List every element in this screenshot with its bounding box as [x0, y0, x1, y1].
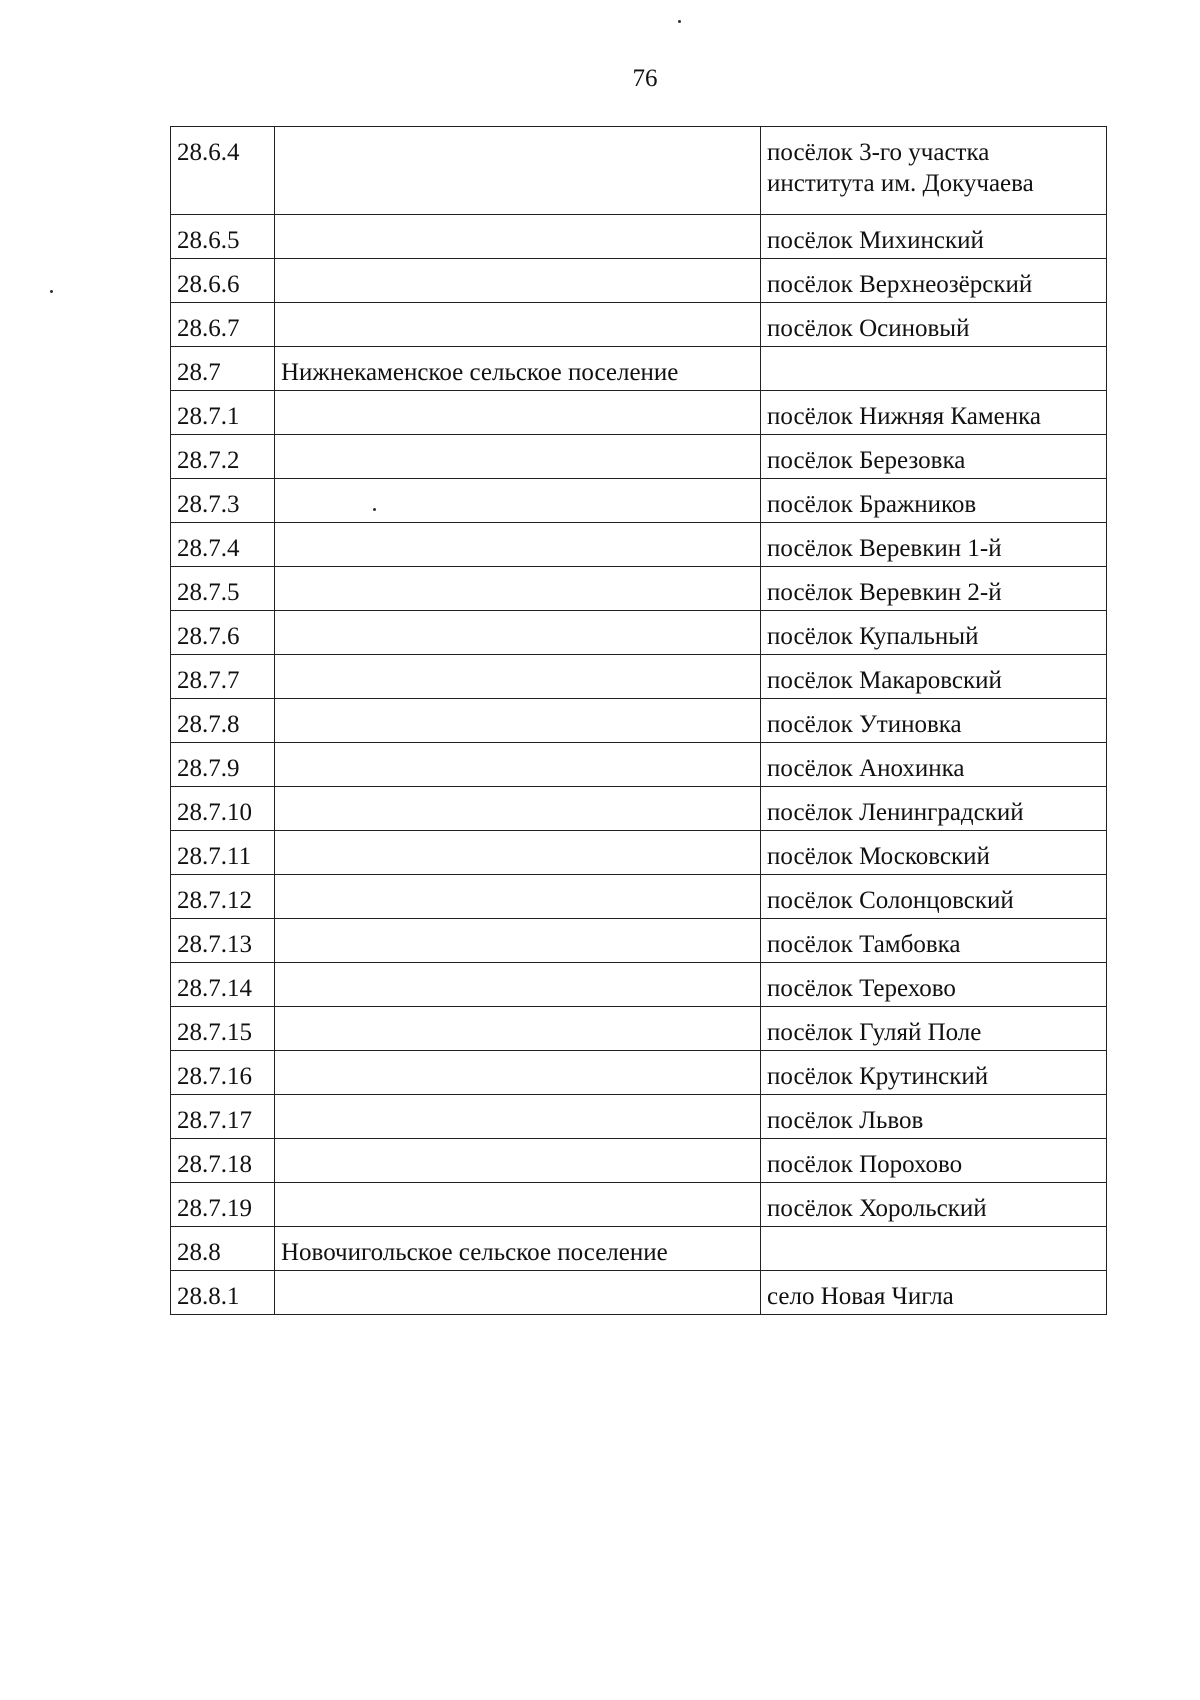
locality-cell: посёлок Березовка — [761, 435, 1107, 479]
table-row — [171, 743, 1107, 787]
row-number-cell: 28.7.9 — [171, 743, 275, 787]
locality-cell: посёлок Нижняя Каменка — [761, 391, 1107, 435]
locality-cell: посёлок Ленинградский — [761, 787, 1107, 831]
settlement-cell — [275, 1051, 761, 1095]
row-number-cell: 28.8.1 — [171, 1271, 275, 1315]
scan-speck — [678, 20, 681, 23]
locality-cell: посёлок Гуляй Поле — [761, 1007, 1107, 1051]
row-number-cell: 28.7.13 — [171, 919, 275, 963]
table-body — [171, 127, 1107, 1315]
settlement-cell: Новочигольское сельское поселение — [275, 1227, 761, 1271]
settlement-cell — [275, 963, 761, 1007]
locality-cell: посёлок Осиновый — [761, 303, 1107, 347]
locality-cell: посёлок Хорольский — [761, 1183, 1107, 1227]
row-number-cell: 28.7.4 — [171, 523, 275, 567]
settlement-cell — [275, 699, 761, 743]
settlement-cell — [275, 1095, 761, 1139]
locality-cell — [761, 347, 1107, 391]
settlement-cell — [275, 523, 761, 567]
settlement-cell — [275, 743, 761, 787]
settlement-cell — [275, 831, 761, 875]
table-row — [171, 963, 1107, 1007]
settlement-cell — [275, 1183, 761, 1227]
settlement-cell — [275, 567, 761, 611]
settlement-cell — [275, 435, 761, 479]
settlement-cell: Нижнекаменское сельское поселение — [275, 347, 761, 391]
locality-cell: посёлок Порохово — [761, 1139, 1107, 1183]
row-number-cell: 28.8 — [171, 1227, 275, 1271]
row-number-cell: 28.7.17 — [171, 1095, 275, 1139]
row-number-cell: 28.6.7 — [171, 303, 275, 347]
locality-cell: посёлок Тамбовка — [761, 919, 1107, 963]
locality-cell: посёлок Солонцовский — [761, 875, 1107, 919]
settlement-cell — [275, 127, 761, 215]
table-row — [171, 523, 1107, 567]
row-number-cell: 28.7.15 — [171, 1007, 275, 1051]
table-row — [171, 919, 1107, 963]
table-row — [171, 787, 1107, 831]
table-row — [171, 1227, 1107, 1271]
table-row — [171, 699, 1107, 743]
locality-cell: посёлок Веревкин 1-й — [761, 523, 1107, 567]
table-row — [171, 391, 1107, 435]
locality-cell: посёлок Макаровский — [761, 655, 1107, 699]
row-number-cell: 28.6.4 — [171, 127, 275, 215]
table-row — [171, 1271, 1107, 1315]
settlement-cell — [275, 787, 761, 831]
row-number-cell: 28.7.12 — [171, 875, 275, 919]
row-number-cell: 28.7.6 — [171, 611, 275, 655]
locality-cell: посёлок Крутинский — [761, 1051, 1107, 1095]
table-row — [171, 1007, 1107, 1051]
row-number-cell: 28.7.3 — [171, 479, 275, 523]
locality-cell: посёлок Веревкин 2-й — [761, 567, 1107, 611]
settlement-cell — [275, 303, 761, 347]
row-number-cell: 28.7 — [171, 347, 275, 391]
table-row — [171, 1051, 1107, 1095]
locality-cell: посёлок Анохинка — [761, 743, 1107, 787]
settlement-cell — [275, 479, 761, 523]
locality-cell: посёлок Купальный — [761, 611, 1107, 655]
row-number-cell: 28.6.5 — [171, 215, 275, 259]
row-number-cell: 28.7.16 — [171, 1051, 275, 1095]
row-number-cell: 28.7.2 — [171, 435, 275, 479]
table-row — [171, 347, 1107, 391]
settlement-cell — [275, 259, 761, 303]
table-row — [171, 1139, 1107, 1183]
settlement-cell — [275, 1007, 761, 1051]
row-number-cell: 28.7.14 — [171, 963, 275, 1007]
settlement-cell — [275, 215, 761, 259]
table-row — [171, 611, 1107, 655]
row-number-cell: 28.6.6 — [171, 259, 275, 303]
row-number-cell: 28.7.19 — [171, 1183, 275, 1227]
row-number-cell: 28.7.5 — [171, 567, 275, 611]
settlement-cell — [275, 391, 761, 435]
table-row — [171, 655, 1107, 699]
row-number-cell: 28.7.1 — [171, 391, 275, 435]
table-row — [171, 303, 1107, 347]
table-row — [171, 479, 1107, 523]
settlement-cell — [275, 655, 761, 699]
table-row — [171, 831, 1107, 875]
locality-register-table — [170, 126, 1107, 1315]
row-number-cell: 28.7.11 — [171, 831, 275, 875]
table-row — [171, 1095, 1107, 1139]
table-row — [171, 215, 1107, 259]
row-number-cell: 28.7.8 — [171, 699, 275, 743]
table-row — [171, 127, 1107, 215]
locality-cell: посёлок Михинский — [761, 215, 1107, 259]
locality-cell: посёлок 3-го участка института им. Докучаева — [761, 127, 1107, 215]
locality-cell — [761, 1227, 1107, 1271]
row-number-cell: 28.7.7 — [171, 655, 275, 699]
locality-cell: посёлок Верхнеозёрский — [761, 259, 1107, 303]
locality-cell: посёлок Московский — [761, 831, 1107, 875]
locality-cell: посёлок Львов — [761, 1095, 1107, 1139]
table-row — [171, 259, 1107, 303]
table-row — [171, 1183, 1107, 1227]
row-number-cell: 28.7.18 — [171, 1139, 275, 1183]
page-number: 76 — [632, 65, 658, 92]
table-row — [171, 435, 1107, 479]
locality-cell: посёлок Утиновка — [761, 699, 1107, 743]
locality-cell: посёлок Терехово — [761, 963, 1107, 1007]
settlement-cell — [275, 875, 761, 919]
settlement-cell — [275, 919, 761, 963]
scan-speck — [50, 290, 53, 293]
settlement-cell — [275, 1271, 761, 1315]
settlement-cell — [275, 611, 761, 655]
row-number-cell: 28.7.10 — [171, 787, 275, 831]
table-row — [171, 875, 1107, 919]
locality-cell: посёлок Бражников — [761, 479, 1107, 523]
table-row — [171, 567, 1107, 611]
settlement-cell — [275, 1139, 761, 1183]
locality-cell: село Новая Чигла — [761, 1271, 1107, 1315]
